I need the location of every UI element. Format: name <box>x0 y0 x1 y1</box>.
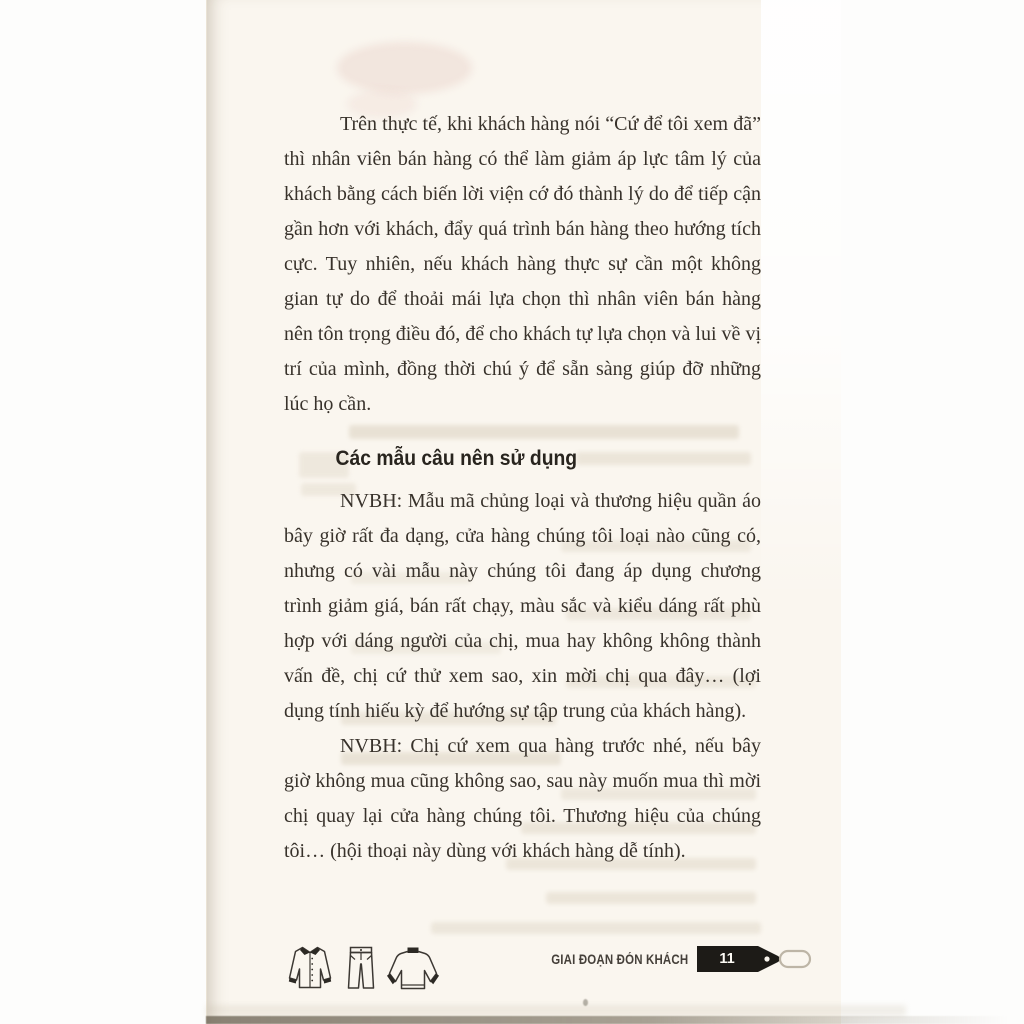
scan-speck <box>583 999 588 1006</box>
jacket-icon <box>284 942 336 992</box>
page-edge-highlight <box>761 0 841 600</box>
running-title: GIAI ĐOẠN ĐÓN KHÁCH <box>550 951 688 967</box>
price-tag-icon <box>696 944 814 974</box>
body-paragraph-3: NVBH: Chị cứ xem qua hàng trước nhé, nếu bây giờ không mua cũng không sao, sau này muốn mua thì mời chị quay lại cửa hàng chúng tôi. Thương hiệu của chúng tôi… (hội thoại này dùng với khách hàng dễ tính). <box>284 735 761 862</box>
footer-right <box>527 944 814 974</box>
clothing-icons <box>284 942 440 992</box>
page-footer <box>284 940 814 992</box>
bleedthrough-mark <box>431 922 761 934</box>
page-number: 11 <box>719 951 735 967</box>
body-paragraph-2: NVBH: Mẫu mã chủng loại và thương hiệu quần áo bây giờ rất đa dạng, cửa hàng chúng tôi loại nào cũng có, nhưng có vài mẫu này chúng tôi đang áp dụng chương trình giảm giá, bán rất chạy, màu sắc và kiểu dáng rất phù hợp với dáng người của chị, mua hay không không thành vấn đề, chị cứ thử xem sao, xin mời chị qua đây… (lợi dụng tính hiếu kỳ để hướng sự tập trung của khách hàng). <box>284 490 761 722</box>
text-block <box>284 107 761 869</box>
book-page <box>206 0 841 1024</box>
scan-smudge <box>337 42 472 94</box>
sweater-icon <box>386 944 440 992</box>
page-bottom-edge <box>206 1016 1008 1024</box>
body-paragraph-1: Trên thực tế, khi khách hàng nói “Cứ để tôi xem đã” thì nhân viên bán hàng có thể làm giảm áp lực tâm lý của khách bằng cách biến lời viện cớ đó thành lý do để tiếp cận gần hơn với khách, đẩy quá trình bán hàng theo hướng tích cực. Tuy nhiên, nếu khách hàng thực sự cần một không gian tự do để thoải mái lựa chọn thì nhân viên bán hàng nên tôn trọng điều đó, để cho khách tự lựa chọn và lui về vị trí của mình, đồng thời chú ý để sẵn sàng giúp đỡ những lúc họ cần. <box>284 113 761 415</box>
pants-icon <box>342 942 380 992</box>
bleedthrough-mark <box>546 892 756 904</box>
section-heading: Các mẫu câu nên sử dụng <box>335 447 578 470</box>
page-bottom-soft-shadow <box>206 1005 906 1016</box>
